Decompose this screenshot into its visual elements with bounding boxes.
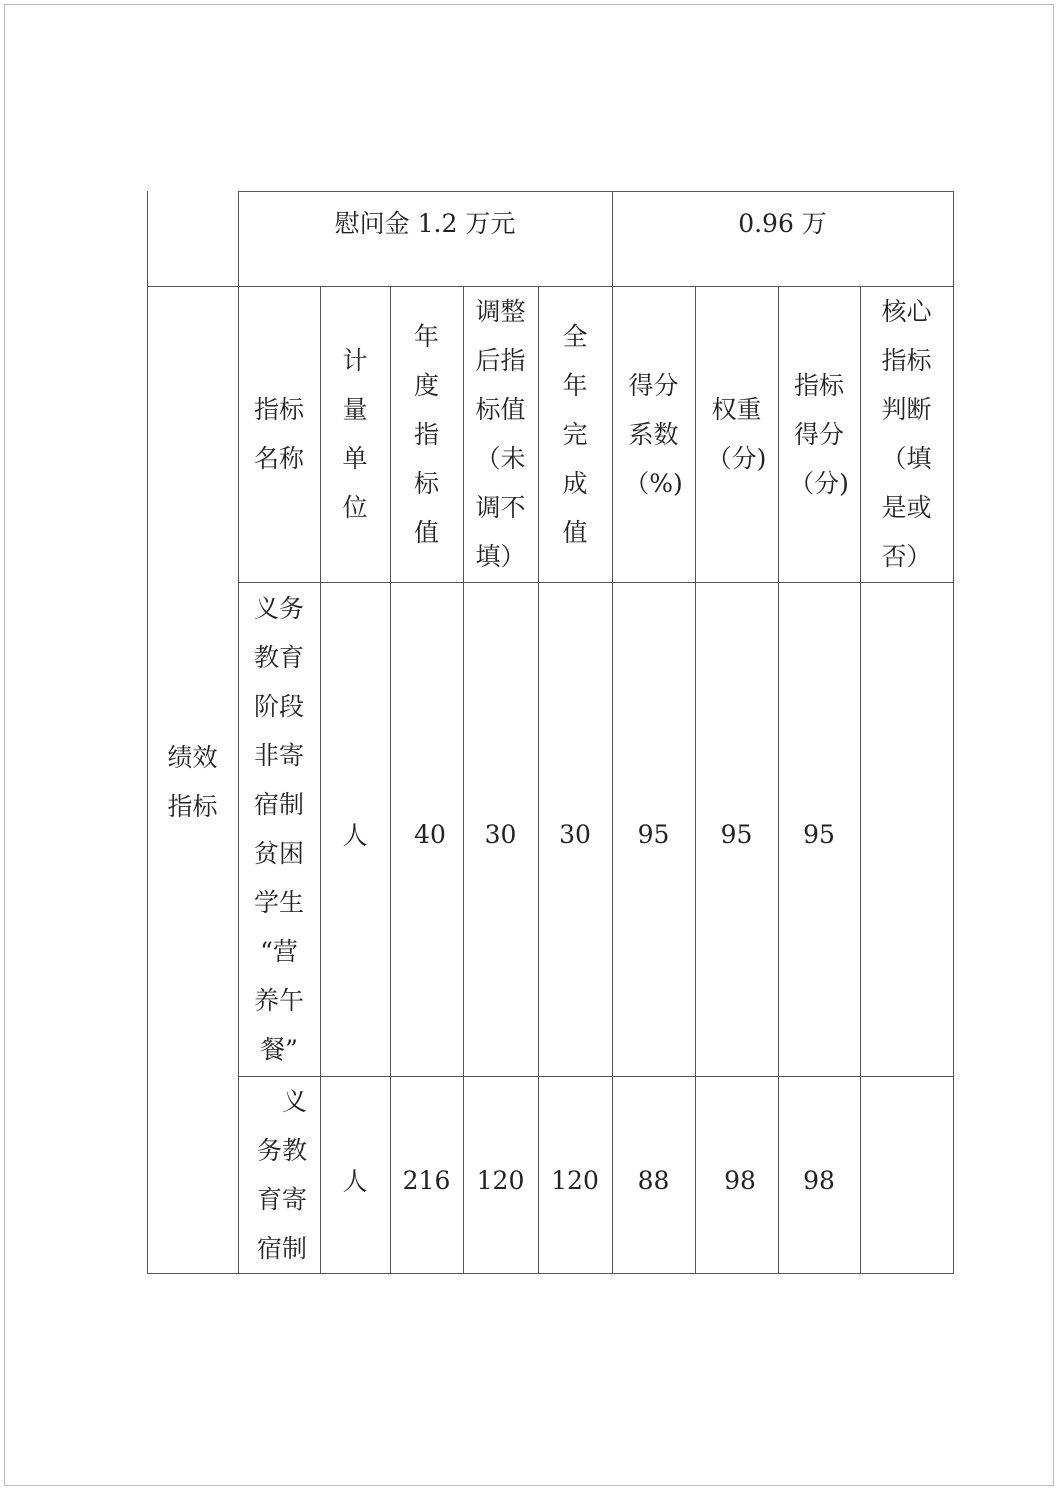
row-annual-completion: 120 [551, 1165, 599, 1195]
header-core-indicator: 核心 指标 判断 （填 是或 否） [881, 297, 932, 571]
budget-left-text: 慰问金 1.2 万元 [334, 209, 516, 238]
row-unit: 人 [342, 821, 368, 850]
header-indicator-score: 指标 得分 （分) [789, 370, 849, 498]
row-core-indicator [860, 1076, 953, 1273]
row-weight: 98 [724, 1165, 756, 1195]
header-annual-target: 年 度 指 标 值 [413, 321, 439, 547]
row-annual-completion: 30 [559, 819, 591, 849]
row-score-coefficient: 95 [637, 819, 670, 849]
row-indicator-score: 95 [803, 819, 835, 849]
header-score-coefficient: 得分 系数 （%) [624, 370, 683, 498]
row-score-coefficient: 88 [637, 1165, 670, 1195]
header-adjusted-target: 调整 后指 标值 （未 调不 填） [475, 297, 526, 571]
row-adjusted-target: 30 [484, 819, 517, 849]
row-annual-target: 40 [414, 819, 446, 849]
row-weight: 95 [720, 819, 753, 849]
header-indicator-name: 指标 名称 [253, 395, 304, 473]
section-label-cell [147, 286, 238, 1326]
table-border-line [953, 191, 954, 1274]
section-label: 绩效 指标 [167, 743, 218, 821]
header-unit: 计 量 单 位 [342, 346, 368, 522]
row-indicator-name: 义 务教 育寄 宿制 [256, 1086, 307, 1263]
row-indicator-name: 义务 教育 阶段 非寄 宿制 贫困 学生 “营 养午 餐” [253, 594, 304, 1064]
budget-left-cell [238, 191, 612, 253]
row-core-indicator [860, 582, 953, 1086]
header-annual-completion: 全 年 完 成 值 [562, 321, 588, 547]
row-annual-target: 216 [402, 1165, 451, 1195]
row-adjusted-target: 120 [476, 1165, 525, 1195]
budget-right-text: 0.96 万 [738, 209, 827, 238]
row-unit: 人 [342, 1167, 368, 1196]
budget-right-cell [612, 191, 953, 253]
header-weight: 权重 （分) [706, 395, 767, 473]
row-indicator-score: 98 [803, 1165, 835, 1195]
